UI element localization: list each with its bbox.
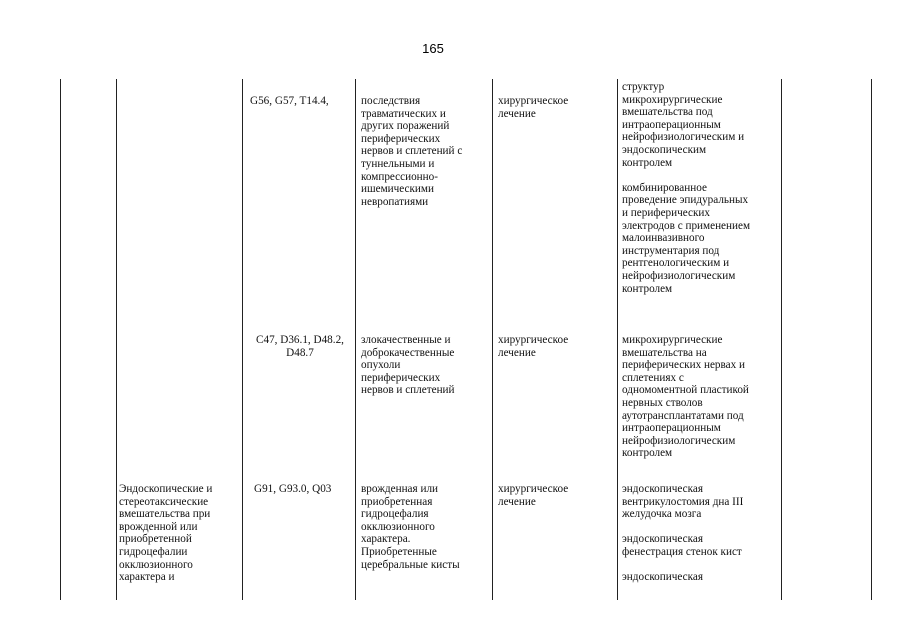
table-column-divider (116, 79, 117, 600)
table-column-divider (781, 79, 782, 600)
codes-cell: C47, D36.1, D48.2, D48.7 (256, 334, 344, 359)
table-border-left (60, 79, 61, 600)
table-column-divider (492, 79, 493, 600)
table-column-divider (242, 79, 243, 600)
methods-cell: структур микрохирургические вмешательства под интраоперационным нейрофизиологическим и эндоскопическим контролем комбинированное проведение эпидуральных и периферических электродов с применением малоинвазивного инструментария под рентгенологическим и нейрофизиологическим контролем (622, 81, 751, 295)
section-cell: Эндоскопические и стереотаксические вмешательства при врожденной или приобретенной гидроцефалии окклюзионного характера и (119, 483, 213, 584)
methods-cell: эндоскопическая вентрикулостомия дна III желудочка мозга эндоскопическая фенестрация стенок кист эндоскопическая (622, 483, 744, 584)
treatment-cell: хирургическое лечение (498, 95, 569, 120)
treatment-cell: хирургическое лечение (498, 334, 569, 359)
page-number: 165 (422, 41, 444, 56)
methods-cell: микрохирургические вмешательства на периферических нервах и сплетениях с одномоментной пластикой нервных стволов аутотрансплантатами под интраоперационным нейрофизиологическим контролем (622, 334, 749, 460)
table-column-divider (617, 79, 618, 600)
treatment-cell: хирургическое лечение (498, 483, 569, 508)
table-column-divider (355, 79, 356, 600)
condition-cell: врожденная или приобретенная гидроцефалия окклюзионного характера. Приобретенные церебральные кисты (361, 483, 460, 571)
condition-cell: последствия травматических и других поражений периферических нервов и сплетений с туннельными и компрессионно- ишемическими невропатиями (361, 95, 463, 208)
table-border-right (871, 79, 872, 600)
codes-cell: G56, G57, T14.4, (250, 95, 329, 107)
condition-cell: злокачественные и доброкачественные опухоли периферических нервов и сплетений (361, 334, 455, 397)
codes-cell: G91, G93.0, Q03 (254, 483, 332, 495)
